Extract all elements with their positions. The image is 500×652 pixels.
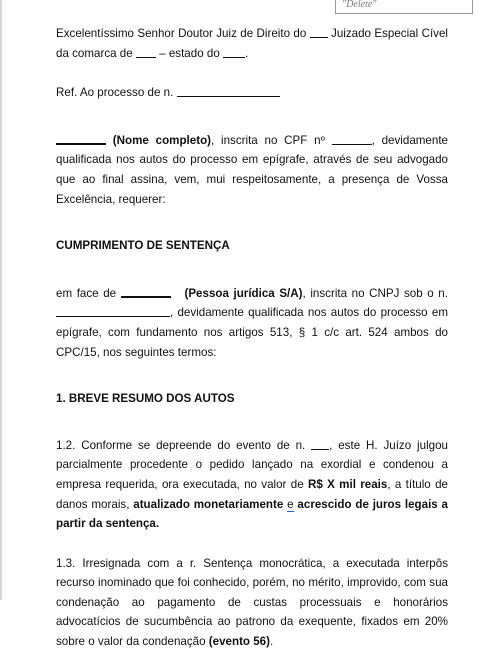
defendant-text-b: , inscrita no CNPJ sob o n. xyxy=(302,286,448,300)
document-body xyxy=(56,24,448,652)
delete-comment-box[interactable] xyxy=(335,0,473,14)
value-placeholder: R$ X mil reais xyxy=(307,477,388,491)
blank-process-number[interactable] xyxy=(177,83,280,97)
appeal-end: . xyxy=(270,635,274,649)
blank-state[interactable] xyxy=(223,44,245,58)
blank-event-number[interactable] xyxy=(311,436,329,450)
heading-resumo: 1. BREVE RESUMO DOS AUTOS xyxy=(56,392,235,406)
summary-text-c: , a título de danos morais, xyxy=(56,477,448,511)
name-placeholder: (Nome completo) xyxy=(112,133,212,147)
reference-label: Ref. Ao processo de n. xyxy=(56,86,174,100)
defendant-text-c: , devidamente qualificada nos autos do processo em epígrafe, com fundamento nos artigos 513, § 1 c/c art. 524 ambos do CPC/15, nos seguintes termos: xyxy=(56,306,448,359)
requester-text-a: , inscrita no CPF nº xyxy=(211,133,325,147)
paragraph-addressee xyxy=(56,24,448,63)
summary-text-b: , este H. Juízo julgou parcialmente procedente o pedido lançado na exordial e condenou a empresa requerida, ora executada, no valor de xyxy=(56,438,448,491)
addressee-text-a: Excelentíssimo Senhor Doutor Juiz de Direito do xyxy=(56,27,307,40)
summary-bold-1: atualizado monetariamente xyxy=(133,497,284,511)
heading-cumprimento: CUMPRIMENTO DE SENTENÇA xyxy=(56,239,230,253)
appeal-text: 1.3. Irresignada com a r. Sentença monocrática, a executada interpôs recurso inominado que foi conhecido, porém, no mérito, improvido, com sua condenação ao pagamento de custas processuais e honorários advocatícios de sucumbência ao patrono da exequente, fixados em 20% sobre o valor da condenação xyxy=(56,556,448,649)
paragraph-requester xyxy=(56,130,448,209)
blank-court-number[interactable] xyxy=(310,24,328,38)
entity-placeholder: (Pessoa jurídica S/A) xyxy=(184,286,303,300)
requester-text-b: , devidamente qualificada nos autos do processo em epígrafe, através de seu advogado que ao final assina, vem, mui respeitosamente, a presença de Vossa Excelência, requerer: xyxy=(56,133,448,206)
blank-cnpj[interactable] xyxy=(56,303,170,317)
event-reference: (evento 56) xyxy=(208,635,270,649)
blank-comarca[interactable] xyxy=(136,44,156,58)
blank-defendant-name[interactable] xyxy=(121,283,171,298)
summary-conjunction: e xyxy=(287,497,294,511)
addressee-text-b: Juizado Especial Cível da comarca de xyxy=(56,27,448,60)
addressee-text-d: . xyxy=(245,46,249,60)
paragraph-1-3 xyxy=(56,554,448,652)
blank-requester-name[interactable] xyxy=(56,130,106,145)
defendant-text-a: em face de xyxy=(56,286,117,300)
summary-bold-2: acrescido de juros legais a partir da sentença. xyxy=(56,497,449,531)
summary-text-a: 1.2. Conforme se depreende do evento de n. xyxy=(56,438,306,452)
paragraph-defendant xyxy=(56,283,448,362)
blank-cpf[interactable] xyxy=(332,131,372,145)
delete-label: "Delete" xyxy=(342,0,377,10)
paragraph-reference xyxy=(56,83,448,103)
paragraph-1-2 xyxy=(56,436,448,534)
addressee-text-c: – estado do xyxy=(159,46,220,60)
page-left-edge xyxy=(0,0,2,600)
